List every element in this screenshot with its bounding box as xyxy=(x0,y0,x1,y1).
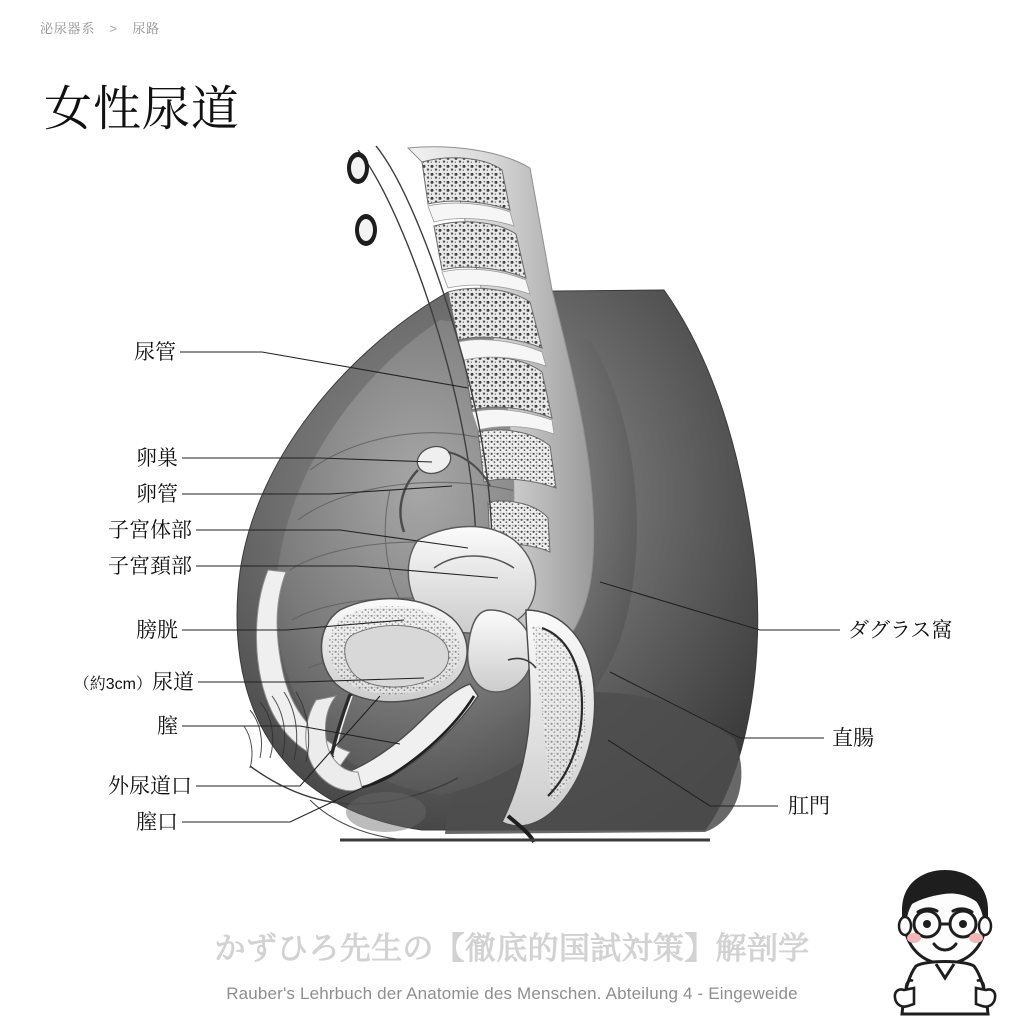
label-bladder: 膀胱 xyxy=(136,619,178,642)
breadcrumb-separator: > xyxy=(109,21,118,36)
page-title: 女性尿道 xyxy=(44,83,240,137)
anatomy-figure xyxy=(0,130,1024,870)
breadcrumb-item-1[interactable]: 尿路 xyxy=(132,21,160,36)
label-urethra xyxy=(0,672,194,693)
label-ovary: 卵巣 xyxy=(136,447,178,470)
source-citation: Rauber's Lehrbuch der Anatomie des Menschen. Abteilung 4 - Eingeweide xyxy=(226,984,798,1003)
footer xyxy=(0,874,1024,1024)
breadcrumb xyxy=(40,18,160,37)
anatomy-illustration xyxy=(190,140,830,870)
brand-text: かずひろ先生の【徹底的国試対策】解剖学 xyxy=(214,931,810,966)
mascot-icon xyxy=(880,866,1010,1016)
label-douglas-pouch: ダグラス窩 xyxy=(848,619,953,642)
label-uterine-body: 子宮体部 xyxy=(108,519,192,542)
label-external-urethral-orifice: 外尿道口 xyxy=(108,775,192,798)
label-ureter: 尿管 xyxy=(134,341,176,364)
breadcrumb-item-0[interactable]: 泌尿器系 xyxy=(40,21,96,36)
label-uterine-cervix: 子宮頚部 xyxy=(108,555,192,578)
label-vagina: 膣 xyxy=(157,715,178,738)
label-vaginal-orifice: 膣口 xyxy=(136,811,178,834)
label-urethra-length: （約3cm） xyxy=(73,676,152,693)
label-rectum: 直腸 xyxy=(832,727,874,750)
label-urethra-text: 尿道 xyxy=(152,671,194,694)
label-anus: 肛門 xyxy=(788,795,830,818)
label-fallopian-tube: 卵管 xyxy=(136,483,178,506)
